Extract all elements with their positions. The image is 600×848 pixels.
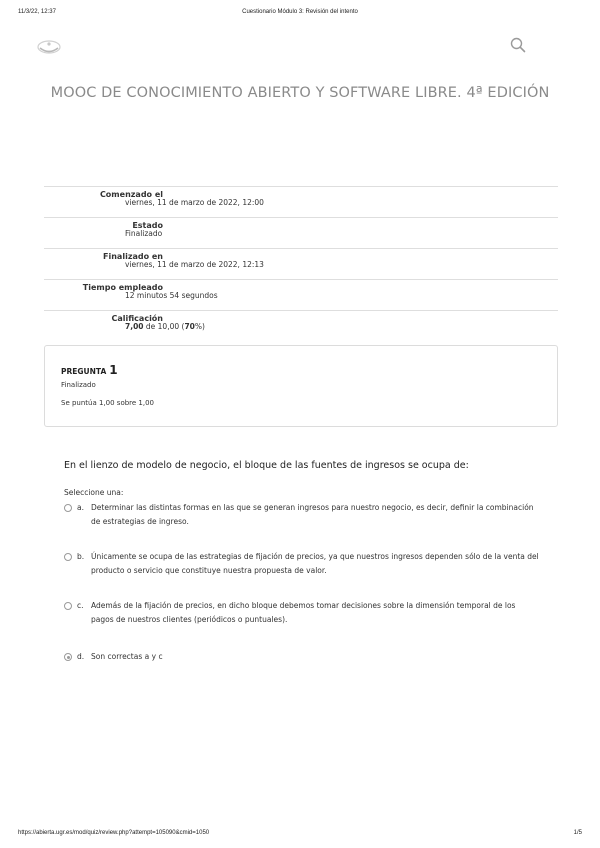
search-icon[interactable] [510, 37, 526, 53]
grade-value [125, 322, 205, 331]
summary-label: Comenzado el [99, 190, 163, 199]
question-state: Finalizado [61, 381, 96, 389]
option-letter: d. [77, 652, 85, 661]
question-word: PREGUNTA [61, 367, 107, 376]
radio-button[interactable] [64, 504, 72, 512]
grade-score: 7,00 [125, 322, 144, 331]
option-letter: a. [77, 503, 84, 512]
print-date: 11/3/22, 12:37 [18, 9, 56, 15]
question-heading [61, 363, 118, 377]
question-info-card [44, 345, 558, 427]
radio-button[interactable] [64, 553, 72, 561]
summary-label: Calificación [111, 314, 163, 323]
summary-row-time-taken [44, 279, 558, 310]
option-text: Únicamente se ocupa de las estrategias de fijación de precios, ya que nuestros ingresos dependen sólo de la venta del producto o servicio que constituye nuestra propuesta de valor. [91, 552, 539, 575]
summary-value: Finalizado [125, 229, 163, 238]
summary-label: Tiempo empleado [82, 283, 163, 292]
print-document-title: Cuestionario Módulo 3: Revisión del intento [242, 9, 358, 15]
print-footer [18, 830, 582, 840]
option-text: Además de la fijación de precios, en dicho bloque debemos tomar decisiones sobre la dimensión temporal de los pagos de nuestros clientes (periódicos o puntuales). [91, 601, 516, 624]
summary-row-state [44, 217, 558, 248]
summary-value: viernes, 11 de marzo de 2022, 12:13 [125, 260, 264, 269]
attempt-summary-table [44, 186, 558, 341]
print-header [18, 9, 582, 19]
grade-mid: de 10,00 ( [143, 322, 185, 331]
radio-button[interactable] [64, 602, 72, 610]
option-letter: b. [77, 552, 85, 561]
grade-end: %) [194, 322, 205, 331]
course-title: MOOC DE CONOCIMIENTO ABIERTO Y SOFTWARE LIBRE. 4ª EDICIÓN [50, 85, 550, 101]
print-url: https://abierta.ugr.es/mod/quiz/review.php?attempt=105090&cmid=1050 [18, 830, 210, 836]
print-page-number: 1/5 [573, 830, 582, 836]
option-letter: c. [77, 601, 84, 610]
summary-label: Finalizado en [103, 252, 163, 261]
option-text: Determinar las distintas formas en las que se generan ingresos para nuestro negocio, es decir, definir la combinación de estrategias de ingreso. [91, 503, 534, 526]
summary-value: viernes, 11 de marzo de 2022, 12:00 [125, 198, 264, 207]
question-grade: Se puntúa 1,00 sobre 1,00 [61, 399, 155, 407]
option-text: Son correctas a y c [91, 652, 163, 661]
summary-label: Estado [132, 221, 163, 230]
answer-prompt: Seleccione una: [64, 488, 124, 497]
logo-icon[interactable] [36, 38, 62, 56]
grade-percent: 70 [184, 322, 195, 331]
summary-value: 12 minutos 54 segundos [125, 291, 218, 300]
summary-row-finished [44, 248, 558, 279]
summary-row-grade [44, 310, 558, 341]
question-number: 1 [109, 363, 118, 377]
summary-row-started [44, 186, 558, 217]
radio-button-selected[interactable] [64, 653, 72, 661]
question-text: En el lienzo de modelo de negocio, el bloque de las fuentes de ingresos se ocupa de: [64, 460, 469, 471]
